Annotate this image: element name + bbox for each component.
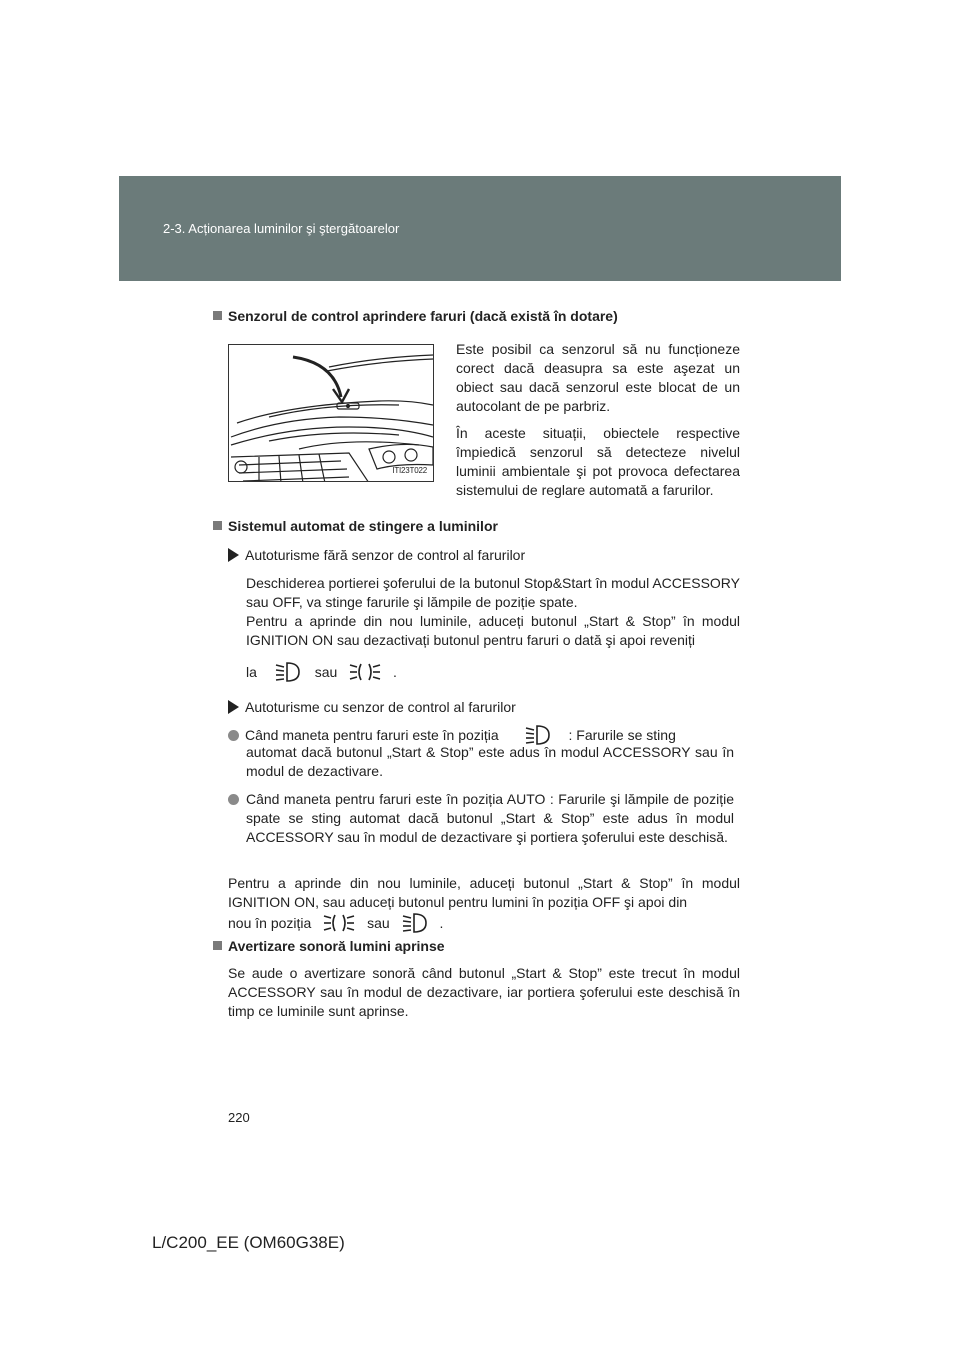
headlight-icon (275, 661, 301, 688)
figure-code: ITI23T022 (392, 466, 427, 475)
relight-text-b: sau (367, 915, 390, 931)
case2-title-text: Autoturisme cu senzor de control al farurilor (245, 699, 516, 715)
sensor-paragraph-2: În aceste situații, obiectele respective împiedică senzorul să detecteze nivelul luminii ambientale şi pot provoca defectarea sistemului de reglare automată a farurilor. (456, 425, 740, 498)
bullet-2-text: Când maneta pentru faruri este în poziția AUTO : Farurile şi lămpile de poziție spate se sting automat dacă butonul „Start & Stop” este adus în modul ACCESSORY sau în modul de dezactivare şi portiera şoferului este deschisă. (246, 791, 734, 845)
case1-title-text: Autoturisme fără senzor de control al farurilor (245, 547, 526, 563)
sensor-heading-text: Senzorul de control aprindere faruri (dacă există în dotare) (228, 308, 618, 324)
bullet-1-text-b: : Farurile se sting (568, 727, 676, 743)
case1-icon-line (246, 661, 397, 688)
arrow-bullet-icon (228, 700, 239, 714)
case1-sau: sau (314, 664, 338, 680)
case2-title (228, 698, 516, 717)
car-hood-illustration (229, 345, 434, 482)
sensor-heading (213, 308, 618, 324)
case1-la: la (246, 664, 257, 680)
bullet-2 (228, 790, 734, 847)
section-header (119, 176, 841, 281)
case1-paragraph-2: Pentru a aprinde din nou luminile, aduceți butonul „Start & Stop” în modul IGNITION ON sau dezactivați butonul pentru faruri o dată şi apoi reveniți (246, 613, 740, 648)
warning-heading-text: Avertizare sonoră lumini aprinse (228, 938, 445, 954)
warning-paragraph: Se aude o avertizare sonoră când butonul „Start & Stop” este trecut în modul ACCESSORY sau în modul de dezactivare, iar portiera şoferului este deschisă în timp ce luminile sunt aprinse. (228, 965, 740, 1019)
relight-paragraph: Pentru a aprinde din nou luminile, aduceți butonul „Start & Stop” în modul IGNITION ON, sau aduceți butonul pentru lumini în poziția OFF şi apoi din (228, 875, 740, 910)
relight-text-c: . (439, 915, 444, 931)
case1-paragraph-1: Deschiderea portierei şoferului de la butonul Stop&Start în modul ACCESSORY sau OFF, va stinge farurile şi lămpile de poziție spate. (246, 575, 740, 610)
parking-light-icon (323, 912, 355, 939)
square-bullet-icon (213, 521, 222, 530)
section-title: 2-3. Acționarea luminilor şi ştergătoarelor (163, 221, 400, 236)
arrow-bullet-icon (228, 548, 239, 562)
bullet-1-rest: automat dacă butonul „Start & Stop” este adus în modul ACCESSORY sau în modul de dezactivare. (246, 744, 734, 779)
square-bullet-icon (213, 311, 222, 320)
headlight-icon (402, 912, 428, 939)
relight-text-a: nou în poziția (228, 915, 312, 931)
warning-heading (213, 938, 445, 954)
auto-off-heading (213, 518, 498, 534)
car-hood-figure (228, 344, 434, 482)
page-number: 220 (228, 1110, 250, 1125)
round-bullet-icon (228, 730, 239, 741)
bullet-1-text-a: Când maneta pentru faruri este în poziția (245, 727, 499, 743)
square-bullet-icon (213, 941, 222, 950)
document-footer: L/C200_EE (OM60G38E) (152, 1233, 345, 1252)
auto-off-heading-text: Sistemul automat de stingere a luminilor (228, 518, 498, 534)
parking-light-icon (349, 661, 381, 688)
case1-end: . (393, 664, 397, 680)
relight-icon-line (228, 912, 443, 939)
sensor-paragraph-1: Este posibil ca senzorul să nu funcționeze corect dacă deasupra sa este aşezat un obiect sau dacă senzorul este blocat de un autocolant de pe parbriz. (456, 341, 740, 414)
case1-title (228, 546, 525, 565)
round-bullet-icon (228, 794, 239, 805)
